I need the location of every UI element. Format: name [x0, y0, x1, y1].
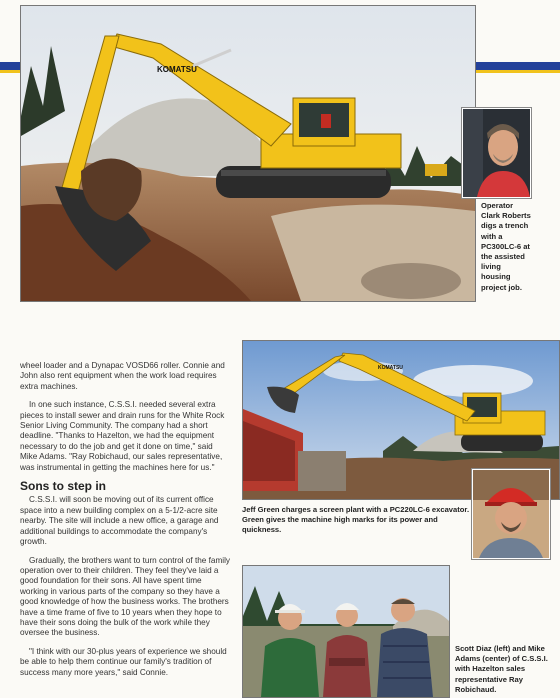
screen-plant-caption: Jeff Green charges a screen plant with a PC220LC-6 excavator. Green gives the machine high marks for its power and quickness.	[242, 505, 470, 535]
operator-caption: Operator Clark Roberts digs a trench with a PC300LC-6 at the assisted living housing project job.	[481, 201, 531, 292]
paragraph-5: "I think with our 30-plus years of experience we should be able to help them continue our family's tradition of success many more years," said Connie.	[20, 646, 227, 677]
paragraph-1: wheel loader and a Dynapac VOSD66 roller. Connie and John also rent equipment when the work load requires extra machines.	[20, 361, 225, 391]
paragraph-2: In one such instance, C.S.S.I. needed several extra pieces to install sewer and drain runs for the White Rock Senior Living Community. The company had a short deadline. "Thanks to Hazelton, we had the equipment necessary to do the job and get it done on time," said Mike Adams. "Ray Robichaud, our sales representative, was instrumental in getting the machines here for us."	[20, 400, 225, 472]
section-heading: Sons to step in	[20, 479, 107, 494]
group-photo	[242, 565, 450, 698]
paragraph-4: Gradually, the brothers want to turn control of the family operation over to their children. They feel they've laid a good foundation for their sons. All have spent time working in various parts of the company so they have a good knowledge of how the business works. The brothers have a time frame of five to 10 years when they hope to have their sons doing the bulk of the work while they oversee the business.	[20, 555, 230, 638]
article-body	[20, 361, 230, 686]
screen-plant-logo: KOMATSU	[378, 365, 403, 371]
excavator-logo: KOMATSU	[157, 65, 197, 74]
excavator-photo	[20, 5, 476, 302]
paragraph-3: C.S.S.I. will soon be moving out of its current office space into a new building complex on a 5-1/2-acre site nearby. The site will include a new office, a garage and additional buildings to accommodate the company's growth.	[20, 495, 219, 547]
hardhat-inset-photo	[472, 469, 550, 559]
group-caption: Scott Diaz (left) and Mike Adams (center) of C.S.S.I. with Hazelton sales representative Ray Robichaud.	[455, 644, 548, 694]
operator-inset-photo	[462, 108, 531, 198]
